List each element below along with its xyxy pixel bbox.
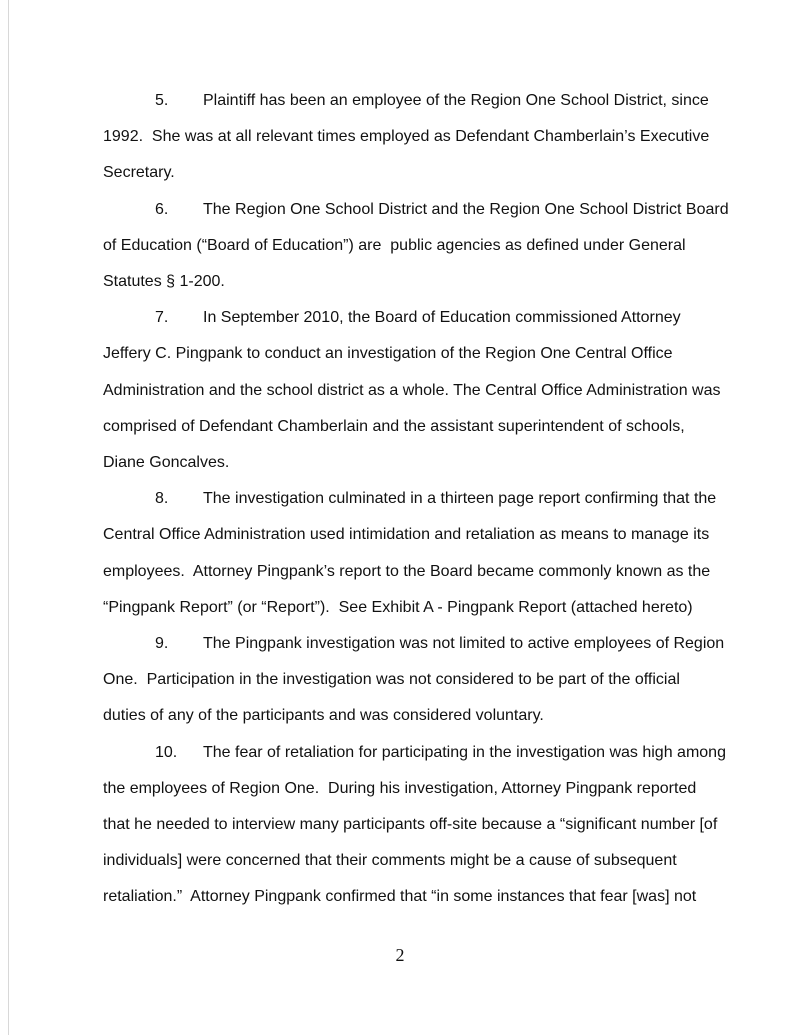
page-number: 2 [395,945,405,965]
scan-edge-line [8,0,9,1035]
paragraph-number: 9. [155,635,169,652]
paragraph-line: The Region One School District and the Region One School District Board [203,200,729,218]
paragraph-number: 6. [155,200,169,218]
paragraph-line: Diane Goncalves. [103,454,230,471]
paragraph-line: duties of any of the participants and was considered voluntary. [103,707,544,725]
paragraph-line: Secretary. [103,164,175,182]
paragraph-line: The fear of retaliation for participating in the investigation was high among [203,743,726,761]
paragraph-number: 8. [155,490,169,508]
paragraph-line: the employees of Region One. During his investigation, Attorney Pingpank reported [103,779,697,797]
paragraph-line: The investigation culminated in a thirteen page report confirming that the [203,490,717,508]
paragraph-line: retaliation.” Attorney Pingpank confirmed that “in some instances that fear [was] not [103,888,697,906]
paragraph-line: Administration and the school district as a whole. The Central Office Administration was [103,381,721,399]
paragraph-line: employees. Attorney Pingpank’s report to the Board became commonly known as the [103,562,711,580]
paragraph-line: In September 2010, the Board of Education commissioned Attorney [203,309,681,327]
paragraph-line: Statutes § 1-200. [103,273,225,290]
paragraph-line: individuals] were concerned that their comments might be a cause of subsequent [103,852,677,870]
paragraph-line: The Pingpank investigation was not limited to active employees of Region [203,635,725,652]
paragraph-line: One. Participation in the investigation was not considered to be part of the official [103,671,680,689]
paragraph-number: 10. [155,743,178,761]
paragraph-line: that he needed to interview many participants off-site because a “significant number [of [103,816,718,833]
paragraph-line: “Pingpank Report” (or “Report”). See Exhibit A - Pingpank Report (attached hereto) [103,598,693,616]
paragraph-line: comprised of Defendant Chamberlain and the assistant superintendent of schools, [103,417,685,435]
paragraph-number: 5. [155,92,169,109]
paragraph-number: 7. [155,309,169,327]
paragraph-line: of Education (“Board of Education”) are public agencies as defined under General [103,236,686,254]
paragraph-line: Jeffery C. Pingpank to conduct an investigation of the Region One Central Office [103,345,673,363]
paragraph-line: Central Office Administration used intimidation and retaliation as means to manage its [103,526,710,544]
paragraph-line: Plaintiff has been an employee of the Region One School District, since [203,92,709,109]
paragraph-line: 1992. She was at all relevant times employed as Defendant Chamberlain’s Executive [103,128,710,146]
